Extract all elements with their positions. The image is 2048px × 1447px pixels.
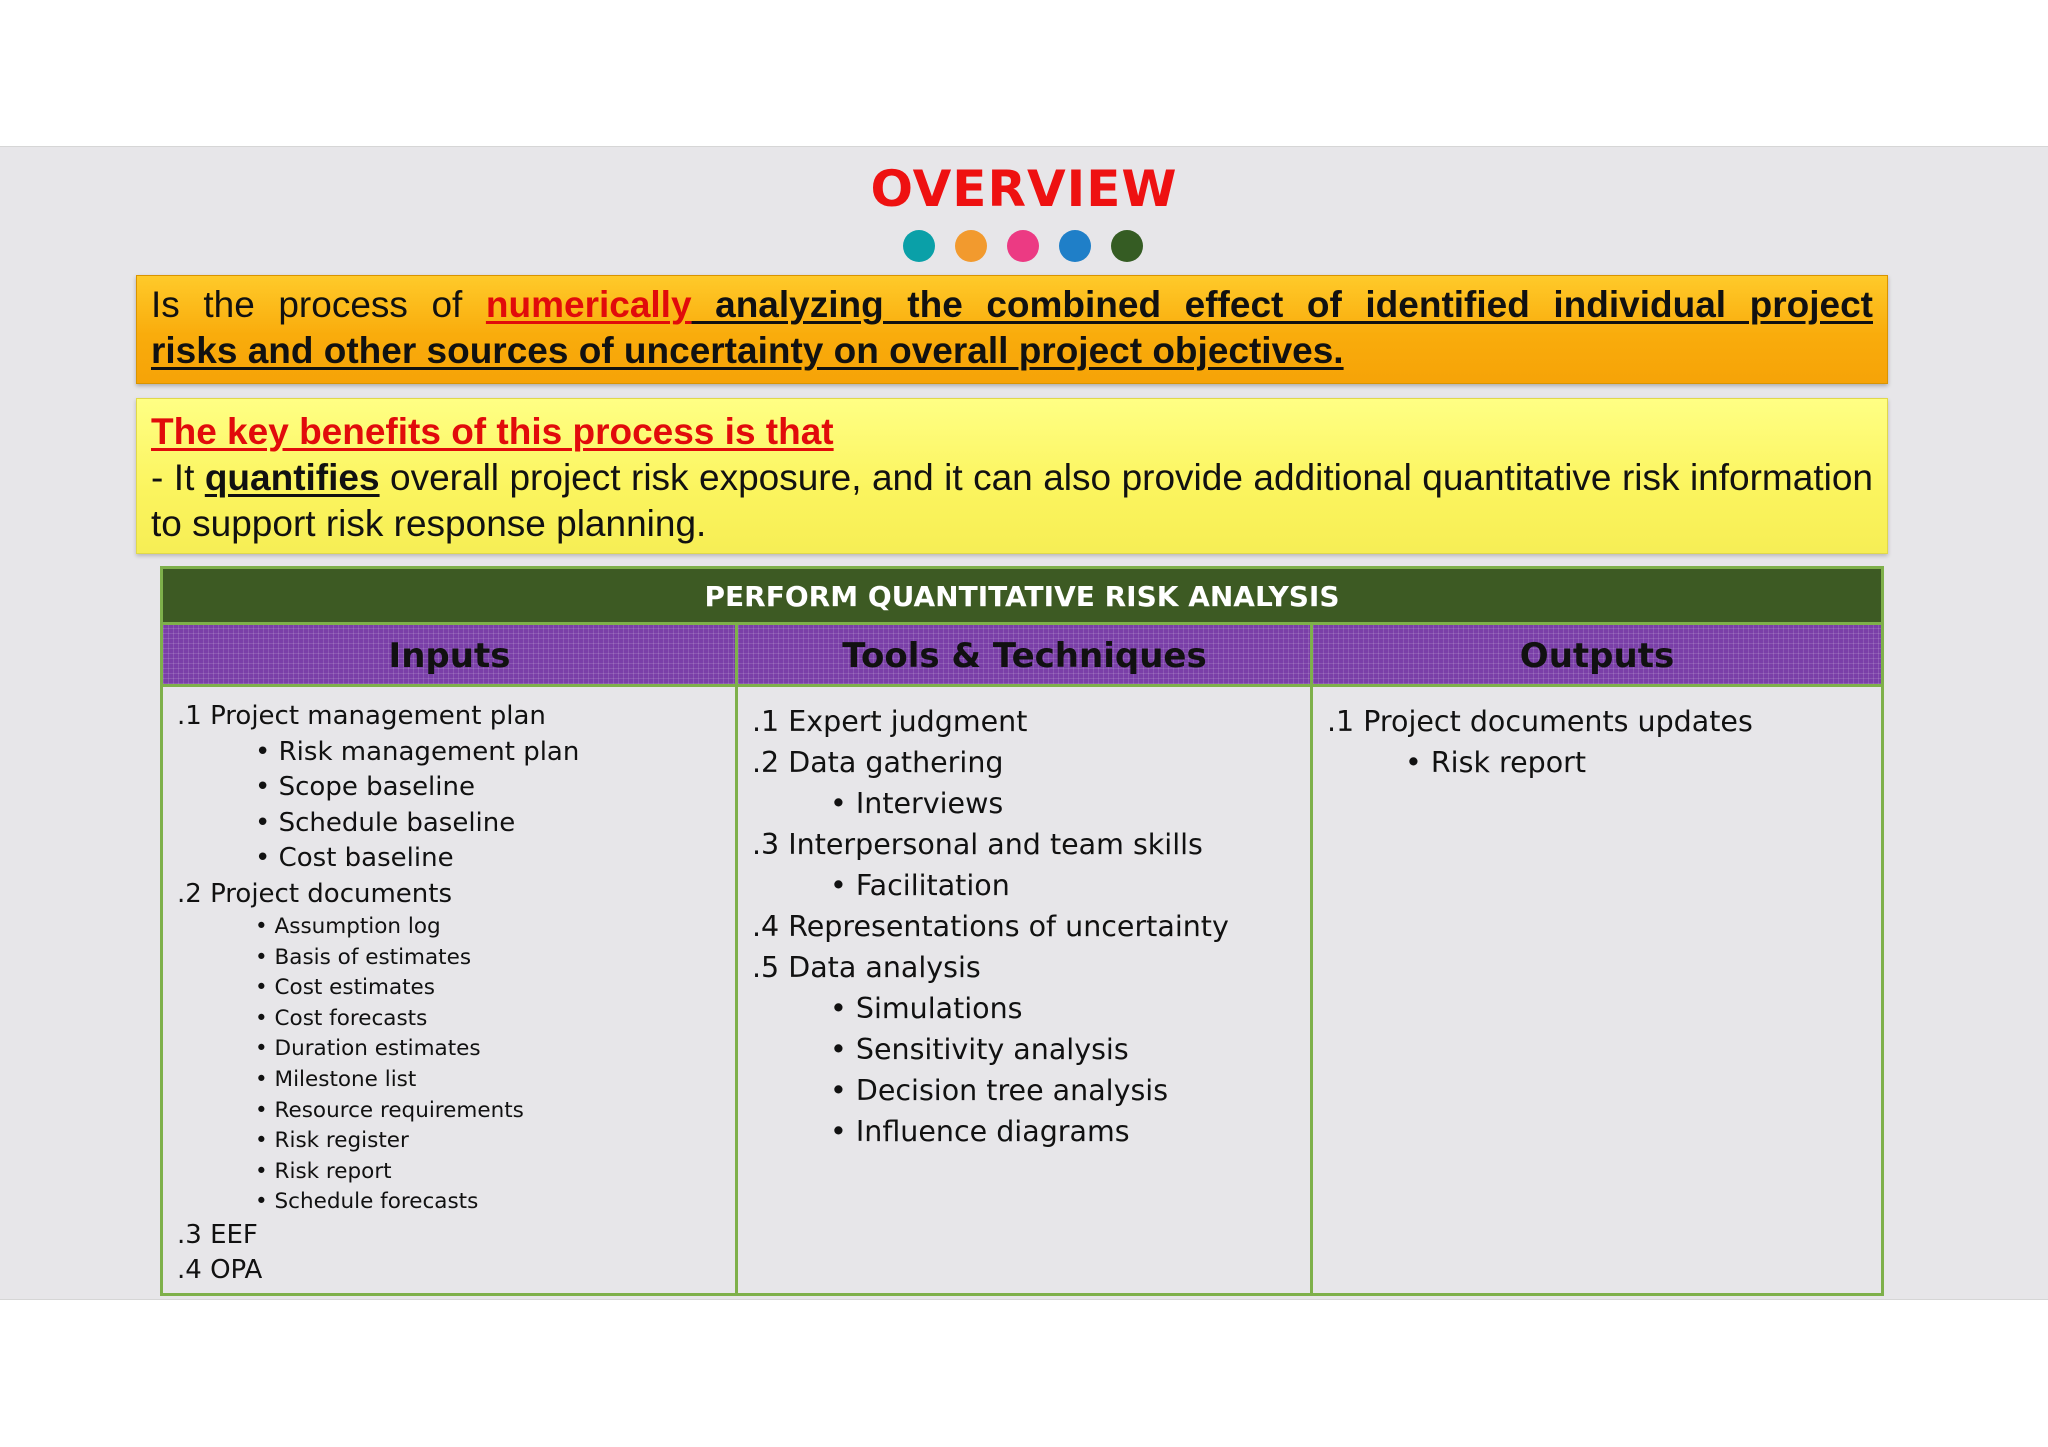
list-item: • Risk report (177, 1157, 736, 1188)
list-item: • Simulations (752, 988, 1311, 1029)
list-item: • Influence diagrams (752, 1111, 1311, 1152)
definition-line-1 (151, 282, 1873, 328)
process-table (160, 566, 1884, 1296)
list-item: .4 Representations of uncertainty (752, 910, 1229, 943)
list-item: .3 EEF (177, 1219, 258, 1250)
list-item: • Interviews (752, 783, 1311, 824)
outputs-column (1313, 687, 1881, 1293)
inputs-list (163, 687, 736, 1289)
list-item: .3 Interpersonal and team skills (752, 828, 1203, 861)
benefits-heading: The key benefits of this process is that (151, 411, 834, 452)
dark-green-dot (1111, 230, 1143, 262)
list-item: .5 Data analysis (752, 951, 981, 984)
tools-column (738, 687, 1311, 1293)
benefits-keyword: quantifies (204, 457, 380, 498)
teal-dot (903, 230, 935, 262)
list-item: .4 OPA (177, 1255, 263, 1286)
benefits-dash: - It (151, 457, 205, 498)
benefits-box (136, 398, 1888, 554)
list-item: • Milestone list (177, 1065, 736, 1096)
list-item: • Scope baseline (177, 770, 736, 806)
list-item: • Cost baseline (177, 841, 736, 877)
table-title: PERFORM QUANTITATIVE RISK ANALYSIS (163, 569, 1881, 625)
benefits-text: overall project risk exposure, and it can also provide additional quantitative risk information to support risk response planning. (151, 457, 1873, 544)
definition-emphasis: numerically (485, 284, 692, 325)
orange-dot (955, 230, 987, 262)
list-item: • Cost forecasts (177, 1004, 736, 1035)
list-item: • Duration estimates (177, 1034, 736, 1065)
list-item: .2 Project documents (177, 878, 453, 909)
blue-dot (1059, 230, 1091, 262)
list-item: • Cost estimates (177, 973, 736, 1004)
list-item: • Sensitivity analysis (752, 1029, 1311, 1070)
inputs-column (163, 687, 736, 1293)
page-title: OVERVIEW (870, 160, 1178, 218)
list-item: • Facilitation (752, 865, 1311, 906)
list-item: • Decision tree analysis (752, 1070, 1311, 1111)
list-item: • Assumption log (177, 912, 736, 943)
column-header-inputs: Inputs (163, 625, 736, 687)
list-item: • Risk report (1327, 742, 1881, 783)
list-item: • Schedule forecasts (177, 1187, 736, 1218)
definition-box (136, 275, 1888, 384)
definition-prefix: Is the process of (151, 284, 486, 325)
list-item: • Basis of estimates (177, 943, 736, 974)
list-item: • Schedule baseline (177, 806, 736, 842)
list-item: .2 Data gathering (752, 746, 1004, 779)
column-header-tools: Tools & Techniques (738, 625, 1311, 687)
list-item: .1 Project management plan (177, 701, 546, 731)
list-item: .1 Project documents updates (1327, 705, 1753, 738)
list-item: • Risk management plan (177, 735, 736, 771)
list-item: .1 Expert judgment (752, 705, 1028, 738)
definition-rest-line-2: risks and other sources of uncertainty on overall project objectives. (151, 330, 1344, 371)
tools-list (738, 687, 1311, 1152)
outputs-list (1313, 687, 1881, 783)
list-item: • Risk register (177, 1126, 736, 1157)
pink-dot (1007, 230, 1039, 262)
list-item: • Resource requirements (177, 1096, 736, 1127)
column-header-outputs: Outputs (1313, 625, 1881, 687)
definition-rest-line-1: analyzing the combined effect of identified individual project (691, 284, 1873, 325)
